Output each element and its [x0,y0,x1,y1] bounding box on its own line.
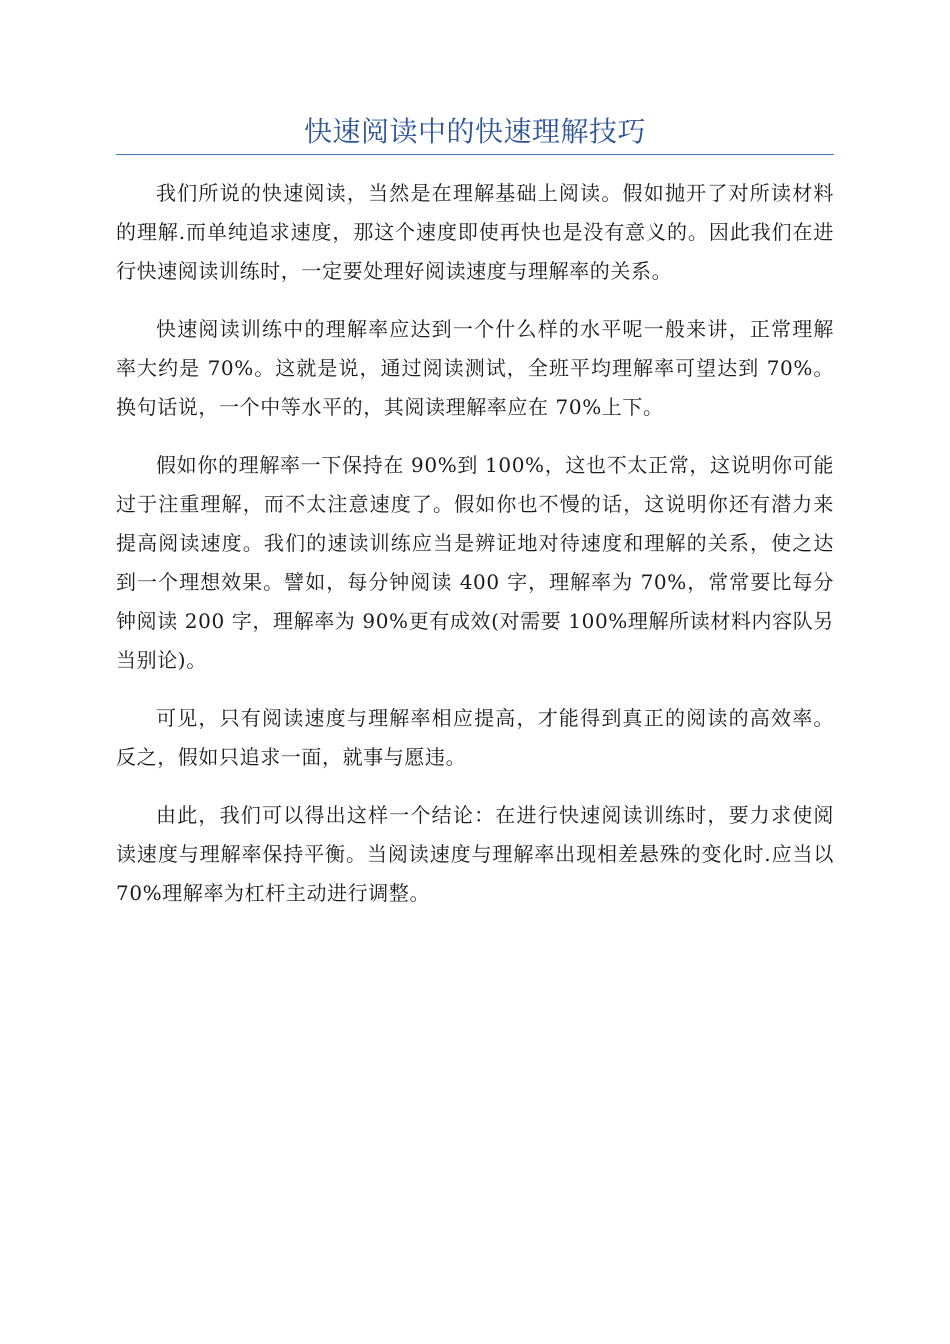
document-body [116,174,834,932]
paragraph-1: 我们所说的快速阅读，当然是在理解基础上阅读。假如抛开了对所读材料的理解.而单纯追求速度，那这个速度即使再快也是没有意义的。因此我们在进行快速阅读训练时，一定要处理好阅读速度与理解率的关系。 [116,181,834,283]
title-underline [116,154,834,155]
document-title: 快速阅读中的快速理解技巧 [303,115,646,148]
paragraph-3: 假如你的理解率一下保持在 90%到 100%，这也不太正常，这说明你可能过于注重理解，而不太注意速度了。假如你也不慢的话，这说明你还有潜力来提高阅读速度。我们的速读训练应当是辨证地对待速度和理解的关系，使之达到一个理想效果。譬如，每分钟阅读 400 字，理解率为 70%，常常要比每分钟阅读 200 字，理解率为 90%更有成效(对需要 100%理解所读材料内容队另当别论)。 [116,453,834,672]
paragraph-5: 由此，我们可以得出这样一个结论：在进行快速阅读训练时，要力求使阅读速度与理解率保持平衡。当阅读速度与理解率出现相差悬殊的变化时.应当以 70%理解率为杠杆主动进行调整。 [116,803,834,905]
paragraph-2: 快速阅读训练中的理解率应达到一个什么样的水平呢一般来讲，正常理解率大约是 70%。这就是说，通过阅读测试，全班平均理解率可望达到 70%。换句话说，一个中等水平的，其阅读理解率应在 70%上下。 [116,317,834,419]
paragraph-4: 可见，只有阅读速度与理解率相应提高，才能得到真正的阅读的高效率。反之，假如只追求一面，就事与愿违。 [116,706,834,769]
